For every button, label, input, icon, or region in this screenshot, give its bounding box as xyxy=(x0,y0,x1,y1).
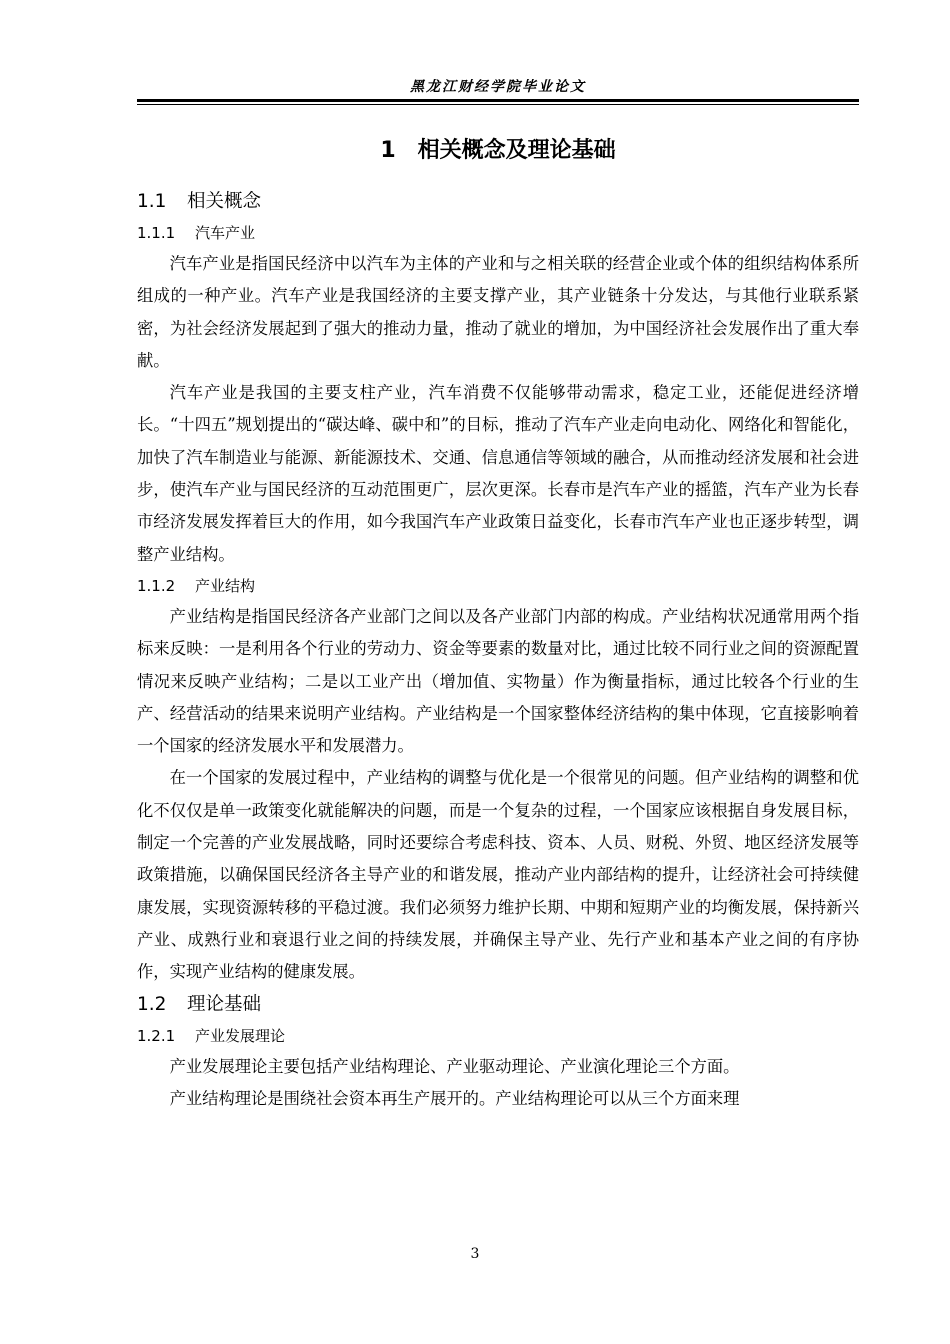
subsection-heading xyxy=(137,1021,859,1051)
body-paragraph: 汽车产业是我国的主要支柱产业，汽车消费不仅能够带动需求，稳定工业，还能促进经济增长。“十四五”规划提出的“碳达峰、碳中和”的目标，推动了汽车产业走向电动化、网络化和智能化，加快了汽车制造业与能源、新能源技术、交通、信息通信等领域的融合，从而推动经济发展和社会进步，使汽车产业与国民经济的互动范围更广，层次更深。长春市是汽车产业的摇篮，汽车产业为长春市经济发展发挥着巨大的作用，如今我国汽车产业政策日益变化，长春市汽车产业也正逐步转型，调整产业结构。 xyxy=(137,383,859,564)
subsection-number: 1.1.1 xyxy=(137,224,176,242)
page-number: 3 xyxy=(470,1246,480,1262)
body-paragraph: 汽车产业是指国民经济中以汽车为主体的产业和与之相关联的经营企业或个体的组织结构体系所组成的一种产业。汽车产业是我国经济的主要支撑产业，其产业链条十分发达，与其他行业联系紧密，为社会经济发展起到了强大的推动力量，推动了就业的增加，为中国经济社会发展作出了重大奉献。 xyxy=(137,254,859,370)
section-heading xyxy=(137,186,859,218)
section-heading xyxy=(137,989,859,1021)
section-title: 相关概念 xyxy=(187,191,262,212)
subsection-title: 产业结构 xyxy=(195,576,256,595)
header-rule-thin xyxy=(137,104,859,105)
subsection-title: 产业发展理论 xyxy=(195,1026,286,1045)
chapter-title-text: 相关概念及理论基础 xyxy=(417,138,616,163)
body-paragraph: 产业发展理论主要包括产业结构理论、产业驱动理论、产业演化理论三个方面。 xyxy=(169,1056,740,1076)
body-paragraph: 产业结构理论是围绕社会资本再生产展开的。产业结构理论可以从三个方面来理 xyxy=(169,1088,740,1108)
header-rule-thick xyxy=(137,99,859,102)
running-header: 黑龙江财经学院毕业论文 xyxy=(410,79,586,95)
subsection-number: 1.1.2 xyxy=(137,576,176,595)
subsection-number: 1.2.1 xyxy=(137,1026,176,1045)
chapter-number: 1 xyxy=(380,138,396,163)
page-content xyxy=(137,130,859,1115)
subsection-heading xyxy=(137,218,859,248)
body-paragraph: 在一个国家的发展过程中，产业结构的调整与优化是一个很常见的问题。但产业结构的调整和优化不仅仅是单一政策变化就能解决的问题，而是一个复杂的过程，一个国家应该根据自身发展目标，制定一个完善的产业发展战略，同时还要综合考虑科技、资本、人员、财税、外贸、地区经济发展等政策措施，以确保国民经济各主导产业的和谐发展，推动产业内部结构的提升，让经济社会可持续健康发展，实现资源转移的平稳过渡。我们必须努力维护长期、中期和短期产业的均衡发展，保持新兴产业、成熟行业和衰退行业之间的持续发展，并确保主导产业、先行产业和基本产业之间的有序协作，实现产业结构的健康发展。 xyxy=(137,768,859,982)
section-title: 理论基础 xyxy=(187,993,262,1015)
body-paragraph: 产业结构是指国民经济各产业部门之间以及各产业部门内部的构成。产业结构状况通常用两个指标来反映：一是利用各个行业的劳动力、资金等要素的数量对比，通过比较不同行业之间的资源配置情况来反映产业结构；二是以工业产出（增加值、实物量）作为衡量指标，通过比较各个行业的生产、经营活动的结果来说明产业结构。产业结构是一个国家整体经济结构的集中体现，它直接影响着一个国家的经济发展水平和发展潜力。 xyxy=(137,606,859,756)
section-number: 1.1 xyxy=(137,191,167,212)
chapter-title xyxy=(137,130,859,172)
subsection-title: 汽车产业 xyxy=(195,224,256,242)
section-number: 1.2 xyxy=(137,993,167,1015)
subsection-heading xyxy=(137,571,859,601)
